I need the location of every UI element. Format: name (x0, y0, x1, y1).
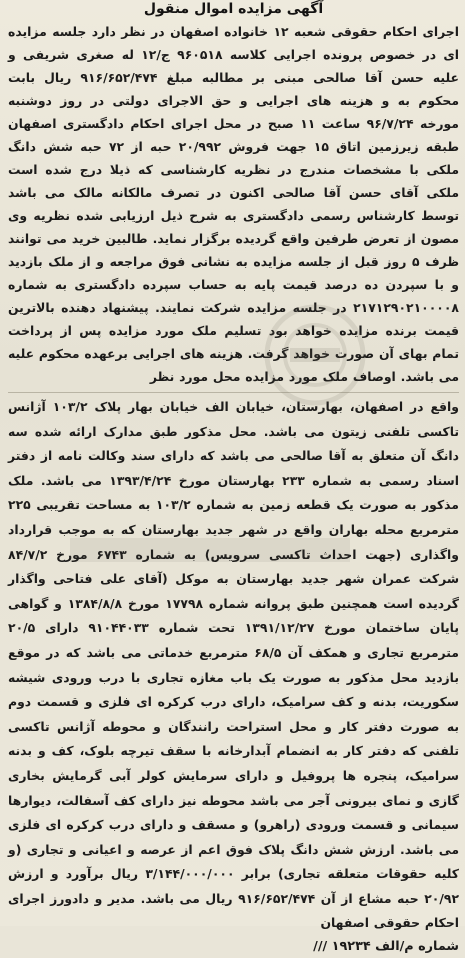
notice-paragraph-auction-terms: اجرای احکام حقوقی شعبه ۱۲ خانواده اصفهان در نظر دارد جلسه مزایده ای در خصوص پرونده اجرایی کلاسه ۹۶۰۵۱۸ ج/۱۲ له صغری شریفی و علیه حسن آقا صالحی مبنی بر مطالبه مبلغ ۹۱۶/۶۵۲/۴۷۴ ریال بابت محکوم به و هزینه های اجرایی و حق الاجرای دولتی در روز دوشنبه مورخه ۹۶/۷/۲۴ ساعت ۱۱ صبح در محل اجرای احکام دادگستری اصفهان طبقه زیرزمین اتاق ۱۵ جهت فروش ۲۰/۹۹۲ حبه از ۷۲ حبه شش دانگ ملکی با مشخصات مندرج در نظریه کارشناسی که ذیلا درج شده است ملکی آقای حسن آقا صالحی اکنون در تصرف مالکانه مالک می باشد توسط کارشناس رسمی دادگستری به شرح ذیل ارزیابی شده نظریه وی مصون از تعرض طرفین واقع گردیده برگزار نماید. طالبین خرید می توانند ظرف ۵ روز قبل از جلسه مزایده به نشانی فوق مراجعه و از ملک بازدید و با سپردن ده درصد قیمت پایه به حساب سپرده دادگستری به شماره ۲۱۷۱۲۹۰۲۱۰۰۰۰۸ در جلسه مزایده شرکت نمایند. پیشنهاد دهنده بالاترین قیمت برنده مزایده خواهد بود تسلیم ملک مورد مزایده پس از پرداخت تمام بهای آن صورت خواهد گرفت. هزینه های اجرایی برعهده محکوم علیه می باشد. اوصاف ملک مورد مزایده محل مورد نظر (8, 24, 460, 384)
notice-title: آگهی مزایده اموال منقول (143, 1, 324, 17)
notice-paragraph-property-description: واقع در اصفهان، بهارستان، خیابان الف خیابان بهار پلاک ۱۰۳/۲ آژانس تاکسی تلفنی زیتون می باشد. محل مذکور طبق مدارک ارائه شده سه دانگ آن متعلق به آقا صالحی می باشد که دارای سند وکالت نامه از دفتر اسناد رسمی به شماره ۲۳۳ بهارستان مورخ ۱۳۹۳/۴/۲۴ می باشد. ملک مذکور به صورت یک قطعه زمین به شماره ۱۰۳/۲ به مساحت تقریبی ۲۲۵ مترمربع محله بهاران واقع در شهر جدید بهارستان که به موجب قرارداد واگذاری (جهت احداث تاکسی سرویس) به شماره ۶۷۴۳ مورخ ۸۴/۷/۲ شرکت عمران شهر جدید بهارستان به موکل (آقای علی فتاحی واگذار گردیده است همچنین طبق پروانه شماره ۱۷۷۹۸ مورخ ۱۳۸۴/۸/۸ و گواهی پایان ساختمان مورخ ۱۳۹۱/۱۲/۲۷ تحت شماره ۹۱۰۴۴۰۳۳ دارای ۲۰/۵ مترمربع تجاری و همکف آن ۶۸/۵ مترمربع خدماتی می باشد که در موقع بازدید محل مذکور به صورت یک باب مغازه تجاری با درب ورودی شیشه سکوریت، بدنه و کف سرامیک، دارای درب کرکره ای فلزی و قسمت دوم به صورت دفتر کار و محل استراحت رانندگان و محوطه آژانس تاکسی تلفنی که دفتر کار به انضمام آبدارخانه با سقف تیرچه بلوک، کف و بدنه سرامیک، پنجره ها پروفیل و دارای سرمایش کولر آبی گرمایش بخاری گازی و نمای بیرونی آجر می باشد محوطه نیز دارای کف آسفالت، دیوارها سیمانی و قسمت ورودی (راهرو) و مسقف و دارای درب کرکره ای فلزی می باشد. ارزش شش دانگ پلاک فوق اعم از عرصه و اعیانی و تجاری (و کلیه حقوقات متعلقه تجاری) برابر ۳/۱۴۴/۰۰۰/۰۰۰ ریال برآورد و ارزش ۲۰/۹۲ حبه مشاع از آن ۹۱۶/۶۵۲/۴۷۴ ریال می باشد. مدیر و دادورز اجرای احکام حقوقی اصفهان (8, 392, 459, 936)
notice-reference-number: شماره م/الف ۱۹۲۳۴ /// (313, 939, 459, 955)
